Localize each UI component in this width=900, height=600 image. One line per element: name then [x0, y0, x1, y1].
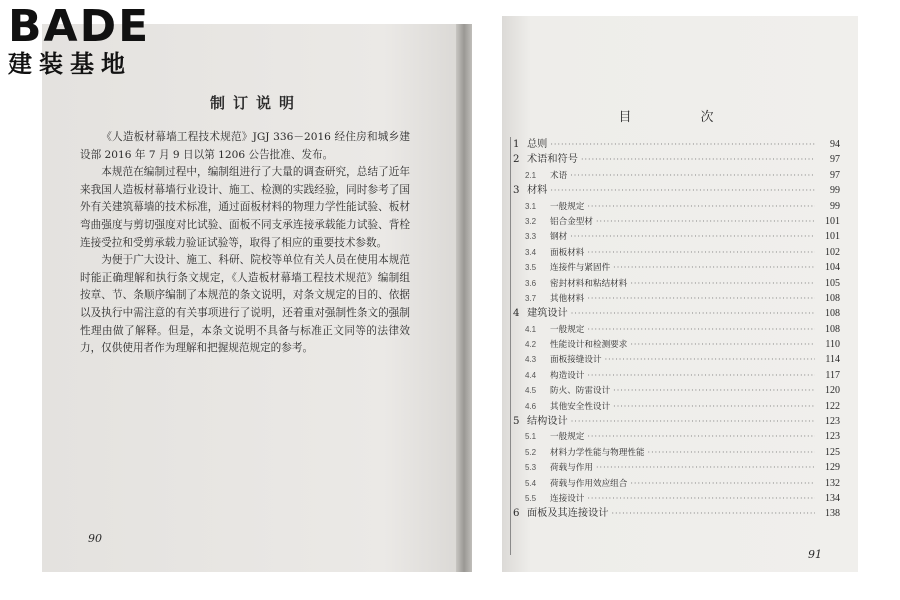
toc-entry [512, 168, 840, 183]
toc-entry [512, 152, 840, 167]
toc-entry [512, 214, 840, 229]
toc-entry-page: 94 [830, 139, 840, 150]
toc-entry [512, 399, 840, 414]
toc-leader-dots [596, 214, 815, 229]
toc-entry-number: 5.1 [525, 432, 537, 442]
toc-entry-number: 4.5 [525, 386, 537, 396]
toc-entry-page: 105 [825, 277, 840, 289]
toc-entry [512, 460, 840, 475]
toc-entry-label: 铝合金型材 [550, 216, 593, 227]
toc-entry-label: 材料 [527, 185, 548, 197]
toc-entry-number: 3 [513, 185, 520, 197]
toc-entry-label: 一般规定 [550, 201, 585, 212]
toc-entry-number: 4.2 [525, 340, 537, 350]
toc-leader-dots [605, 352, 815, 367]
right-page-number: 91 [808, 548, 822, 561]
toc-entry-page: 123 [825, 416, 840, 428]
toc-entry [512, 368, 840, 383]
toc-entry-number: 4.3 [525, 355, 537, 365]
toc-entry [512, 137, 840, 152]
toc-entry-page: 101 [825, 231, 840, 243]
toc-entry-label: 钢材 [550, 232, 568, 243]
toc-entry-page: 122 [825, 400, 840, 412]
toc-entry-page: 120 [825, 385, 840, 397]
toc-entry-page: 110 [825, 339, 840, 351]
toc-entry [512, 229, 840, 244]
toc-leader-dots [587, 322, 815, 337]
left-page-body [80, 129, 410, 358]
toc-entry-number: 5.4 [525, 478, 537, 488]
toc-leader-dots [613, 260, 815, 275]
toc-entry-label: 荷载与作用效应组合 [550, 478, 628, 489]
toc-entry-label: 防火、防雷设计 [550, 386, 611, 397]
toc-leader-dots [571, 414, 815, 429]
toc-entry [512, 291, 840, 306]
toc-entry [512, 199, 840, 214]
left-page-title: 制订说明 [209, 94, 302, 112]
toc-entry [512, 337, 840, 352]
bade-logo [8, 1, 178, 84]
toc-entry [512, 491, 840, 506]
toc-entry [512, 183, 840, 198]
toc-entry [512, 414, 840, 429]
toc-entry [512, 383, 840, 398]
toc-entry-label: 术语 [550, 170, 568, 181]
toc-leader-dots [587, 245, 815, 260]
toc-leader-dots [550, 137, 815, 152]
toc-entry-page: 99 [830, 185, 840, 197]
logo-subtitle: 建装基地 [8, 50, 132, 78]
toc-leader-dots [612, 506, 816, 521]
toc-entry-number: 3.2 [525, 216, 537, 226]
toc-entry [512, 306, 840, 321]
toc-entry-page: 102 [825, 246, 840, 258]
toc-entry-page: 134 [825, 492, 840, 504]
toc-entry-number: 3.4 [525, 247, 537, 257]
logo-brand: BADE [8, 1, 151, 52]
toc-entry-page: 132 [825, 477, 840, 489]
toc-entry-number: 3.7 [525, 293, 537, 303]
toc-entry-page: 123 [825, 431, 840, 443]
toc-leader-dots [581, 152, 815, 167]
toc-entry-page: 97 [830, 154, 840, 166]
toc-leader-dots [550, 183, 815, 198]
toc-entry-page: 108 [825, 308, 840, 320]
toc-entry-number: 4 [513, 308, 520, 320]
toc-entry-page: 104 [825, 262, 840, 274]
toc-entry-page: 99 [830, 200, 840, 212]
toc-leader-dots [570, 168, 815, 183]
toc-entry-number: 3.3 [525, 232, 537, 242]
paragraph: 《人造板材幕墙工程技术规范》JGJ 336－2016 经住房和城乡建设部 2016 年 7 月 9 日以第 1206 公告批准、发布。 [80, 131, 410, 161]
toc-leader-dots [587, 368, 815, 383]
toc-entry-label: 一般规定 [550, 324, 585, 335]
toc-leader-dots [648, 445, 815, 460]
toc-entry-page: 97 [830, 169, 840, 181]
toc-leader-dots [587, 291, 815, 306]
toc-entry-label: 构造设计 [550, 370, 585, 381]
toc-list [512, 137, 840, 522]
toc-entry-label: 材料力学性能与物理性能 [550, 447, 645, 458]
toc-leader-dots [571, 306, 815, 321]
toc-entry-page: 125 [825, 446, 840, 458]
toc-leader-dots [630, 276, 815, 291]
toc-entry-label: 术语和符号 [527, 154, 578, 166]
toc-entry-page: 114 [825, 354, 840, 366]
toc-entry-label: 连接设计 [550, 493, 585, 504]
toc-entry-number: 3.1 [525, 201, 537, 211]
toc-leader-dots [587, 199, 815, 214]
toc-entry-number: 3.6 [525, 278, 537, 288]
toc-entry-label: 密封材料和粘结材料 [550, 278, 628, 289]
toc-entry [512, 429, 840, 444]
toc-entry-number: 6 [513, 508, 520, 520]
toc-leader-dots [613, 383, 815, 398]
toc-entry-number: 4.1 [525, 324, 537, 334]
toc-leader-dots [587, 429, 815, 444]
toc-entry [512, 476, 840, 491]
toc-entry-label: 其他安全性设计 [550, 401, 611, 412]
toc-entry-number: 5.5 [525, 493, 537, 503]
toc-entry-page: 108 [825, 323, 840, 335]
toc-entry-label: 结构设计 [527, 416, 568, 428]
paragraph: 为便于广大设计、施工、科研、院校等单位有关人员在使用本规范时能正确理解和执行条文规定，《人造板材幕墙工程技术规范》编制组按章、节、条顺序编制了本规范的条文说明，对条文规定的目的、依据以及执行中需注意的有关事项进行了说明，还着重对强制性条文的强制性理由做了解释。但是，本条文说明不具备与标准正文同等的法律效力，仅供使用者作为理解和把握规范规定的参考。 [80, 254, 410, 355]
toc-entry [512, 445, 840, 460]
toc-entry-number: 4.6 [525, 401, 537, 411]
toc-entry-number: 3.5 [525, 263, 537, 273]
toc-entry-label: 建筑设计 [527, 308, 568, 320]
toc-entry-page: 108 [825, 292, 840, 304]
toc-entry-label: 连接件与紧固件 [550, 263, 611, 274]
toc-entry-label: 荷载与作用 [550, 463, 593, 474]
toc-title: 目 次 [618, 110, 742, 125]
toc-entry-label: 总则 [527, 139, 548, 150]
toc-entry-label: 性能设计和检测要求 [550, 340, 628, 351]
toc-entry-number: 5.2 [525, 447, 537, 457]
paragraph: 本规范在编制过程中，编制组进行了大量的调查研究，总结了近年来我国人造板材幕墙行业设计、施工、检测的实践经验，同时参考了国外有关建筑幕墙的技术标准，通过面板材料的物理力学性能试验、板材弯曲强度与剪切强度对比试验、面板不同支承连接承载能力试验、背栓连接受拉和受剪承载力验证试验等，取得了相应的重要技术参数。 [80, 166, 410, 249]
toc-entry-label: 其他材料 [550, 293, 585, 304]
toc-entry-label: 面板及其连接设计 [527, 508, 609, 520]
toc-entry-page: 101 [825, 215, 840, 227]
toc-entry [512, 506, 840, 521]
toc-entry-label: 面板材料 [550, 247, 585, 258]
toc-entry-number: 1 [513, 139, 520, 150]
left-page-number: 90 [88, 532, 102, 545]
toc-entry-page: 129 [825, 462, 840, 474]
toc-entry-number: 4.4 [525, 370, 537, 380]
toc-leader-dots [613, 399, 815, 414]
toc-leader-dots [596, 460, 815, 475]
toc-entry-label: 一般规定 [550, 432, 585, 443]
toc-entry-number: 5.3 [525, 463, 537, 473]
toc-entry [512, 245, 840, 260]
toc-entry [512, 322, 840, 337]
toc-entry [512, 352, 840, 367]
toc-entry-label: 面板接缝设计 [550, 355, 602, 366]
toc-leader-dots [630, 476, 815, 491]
toc-entry-number: 2.1 [525, 170, 537, 180]
toc-entry-number: 2 [513, 154, 520, 166]
toc-leader-dots [587, 491, 815, 506]
toc-entry-page: 117 [825, 369, 840, 381]
toc-entry-number: 5 [513, 416, 520, 428]
toc-entry-page: 138 [825, 508, 840, 520]
toc-entry [512, 276, 840, 291]
toc-leader-dots [570, 229, 815, 244]
toc-leader-dots [630, 337, 815, 352]
toc-entry [512, 260, 840, 275]
